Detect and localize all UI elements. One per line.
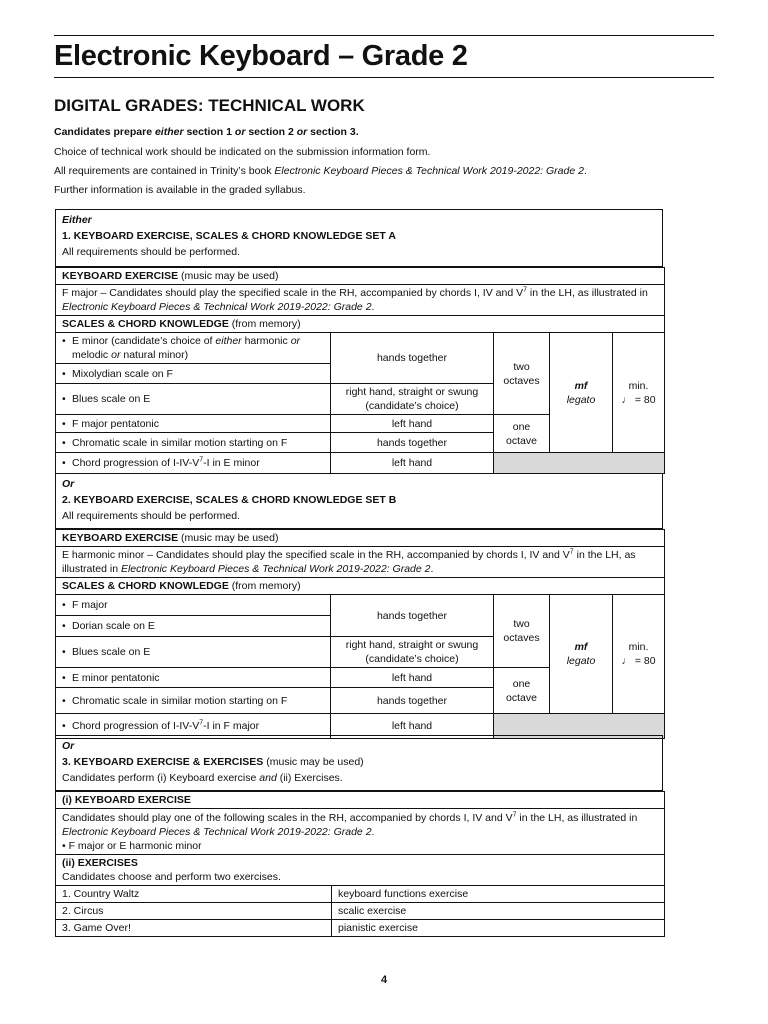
set-c-ex-head: (ii) EXERCISES Candidates choose and perform two exercises. [56,855,665,886]
set-a-one-octave: one octave [494,415,550,453]
set-a-two-octaves: two octaves [494,333,550,415]
set-b-kb-head: KEYBOARD EXERCISE (music may be used) [56,530,665,547]
set-a-tempo: min. ♩ = 80 [613,333,665,453]
intro-line-2: Choice of technical work should be indicated on the submission information form. [54,146,431,158]
title-underline [54,77,714,78]
set-b-rh-swung: right hand, straight or swung (candidate’s choice) [331,637,494,668]
intro-line-1: Candidates prepare either section 1 or section 2 or section 3. [54,126,359,138]
set-b-title: 2. KEYBOARD EXERCISE, SCALES & CHORD KNOWLEDGE SET B [62,494,397,506]
set-a-kb-head: KEYBOARD EXERCISE (music may be used) [56,268,665,285]
intro-line-3: All requirements are contained in Trinity’s book Electronic Keyboard Pieces & Technical Work 2019-2022: Grade 2. [54,165,587,177]
page-number: 4 [380,974,388,986]
table-row [56,903,665,920]
set-b-kb-text: E harmonic minor – Candidates should play the specified scale in the RH, accompanied by chords I, IV and $V^7$ in the LH, as illustrated in Electronic Keyboard Pieces & Technical Work 2019-2022: Grade 2. [56,547,665,578]
exercise-type: scalic exercise [332,903,665,920]
exercise-name: 3. Game Over! [56,920,332,937]
set-b-row-5: • Chromatic scale in similar motion starting on F [56,688,331,714]
set-c-note: Candidates perform (i) Keyboard exercise and (ii) Exercises. [62,772,343,784]
set-a-row-2: • Mixolydian scale on F [56,364,331,384]
set-c-lead: Or [62,740,75,752]
set-a-left-hand-2: left hand [331,453,494,474]
set-b-row-1: • F major [56,595,331,616]
set-a-hands-together: hands together [331,333,494,384]
set-a-note: All requirements should be performed. [62,246,241,258]
top-rule [54,35,714,36]
set-b-left-hand-2: left hand [331,714,494,739]
set-c-header [55,735,663,791]
set-a-row-5: • Chromatic scale in similar motion starting on F [56,433,331,453]
set-b-one-octave: one octave [494,668,550,714]
set-b-row-3: • Blues scale on E [56,637,331,668]
set-b-hands-together-2: hands together [331,688,494,714]
set-a-lead: Either [62,214,92,226]
set-c-table [55,791,665,937]
intro-line-4: Further information is available in the graded syllabus. [54,184,306,196]
set-b-lead: Or [62,478,75,490]
set-b-row-2: • Dorian scale on E [56,616,331,637]
set-a-title: 1. KEYBOARD EXERCISE, SCALES & CHORD KNOWLEDGE SET A [62,230,396,242]
set-c-title: 3. KEYBOARD EXERCISE & EXERCISES (music may be used) [62,756,364,768]
set-b-note: All requirements should be performed. [62,510,241,522]
set-b-header [55,473,663,529]
page-title: Electronic Keyboard – Grade 2 [54,40,468,72]
table-row [56,920,665,937]
set-a-hands-together-2: hands together [331,433,494,453]
exercise-type: pianistic exercise [332,920,665,937]
set-b-hands-together: hands together [331,595,494,637]
set-c-kb-head: (i) KEYBOARD EXERCISE [56,792,665,809]
set-c-kb-text: Candidates should play one of the following scales in the RH, accompanied by chords I, IV and $V^7$ in the LH, as illustrated in Electronic Keyboard Pieces & Technical Work 2019-2022: Grade 2. • F major or E harmonic minor [56,809,665,855]
exercise-name: 2. Circus [56,903,332,920]
set-b-left-hand-1: left hand [331,668,494,688]
set-b-row-4: • E minor pentatonic [56,668,331,688]
set-a-header [55,209,663,267]
set-a-rh-swung: right hand, straight or swung (candidate’s choice) [331,384,494,415]
set-a-row-1: • E minor (candidate’s choice of either harmonic or melodic or natural minor) [56,333,331,364]
exercise-name: 1. Country Waltz [56,886,332,903]
set-a-row-3: • Blues scale on E [56,384,331,415]
set-c-kb-bullet: • [62,839,69,852]
table-row [56,886,665,903]
set-b-sc-head: SCALES & CHORD KNOWLEDGE (from memory) [56,578,665,595]
exercise-type: keyboard functions exercise [332,886,665,903]
set-b-dynamics: mf legato [550,595,613,714]
section-title: DIGITAL GRADES: TECHNICAL WORK [54,96,365,115]
set-b-table [55,529,665,739]
set-a-dynamics: mf legato [550,333,613,453]
set-a-shaded-cell [494,453,665,474]
set-a-kb-text: F major – Candidates should play the specified scale in the RH, accompanied by chords I, IV and $V^7$ in the LH, as illustrated in Electronic Keyboard Pieces & Technical Work 2019-2022: Grade 2. [56,285,665,316]
set-a-row-4: • F major pentatonic [56,415,331,433]
set-a-row-6: • Chord progression of $I-IV-V^7-I$ in E minor [56,453,331,474]
set-a-left-hand-1: left hand [331,415,494,433]
set-b-two-octaves: two octaves [494,595,550,668]
set-a-table [55,267,665,474]
set-b-row-6: • Chord progression of $I-IV-V^7-I$ in F major [56,714,331,739]
set-a-sc-head: SCALES & CHORD KNOWLEDGE (from memory) [56,316,665,333]
set-b-tempo: min. ♩ = 80 [613,595,665,714]
